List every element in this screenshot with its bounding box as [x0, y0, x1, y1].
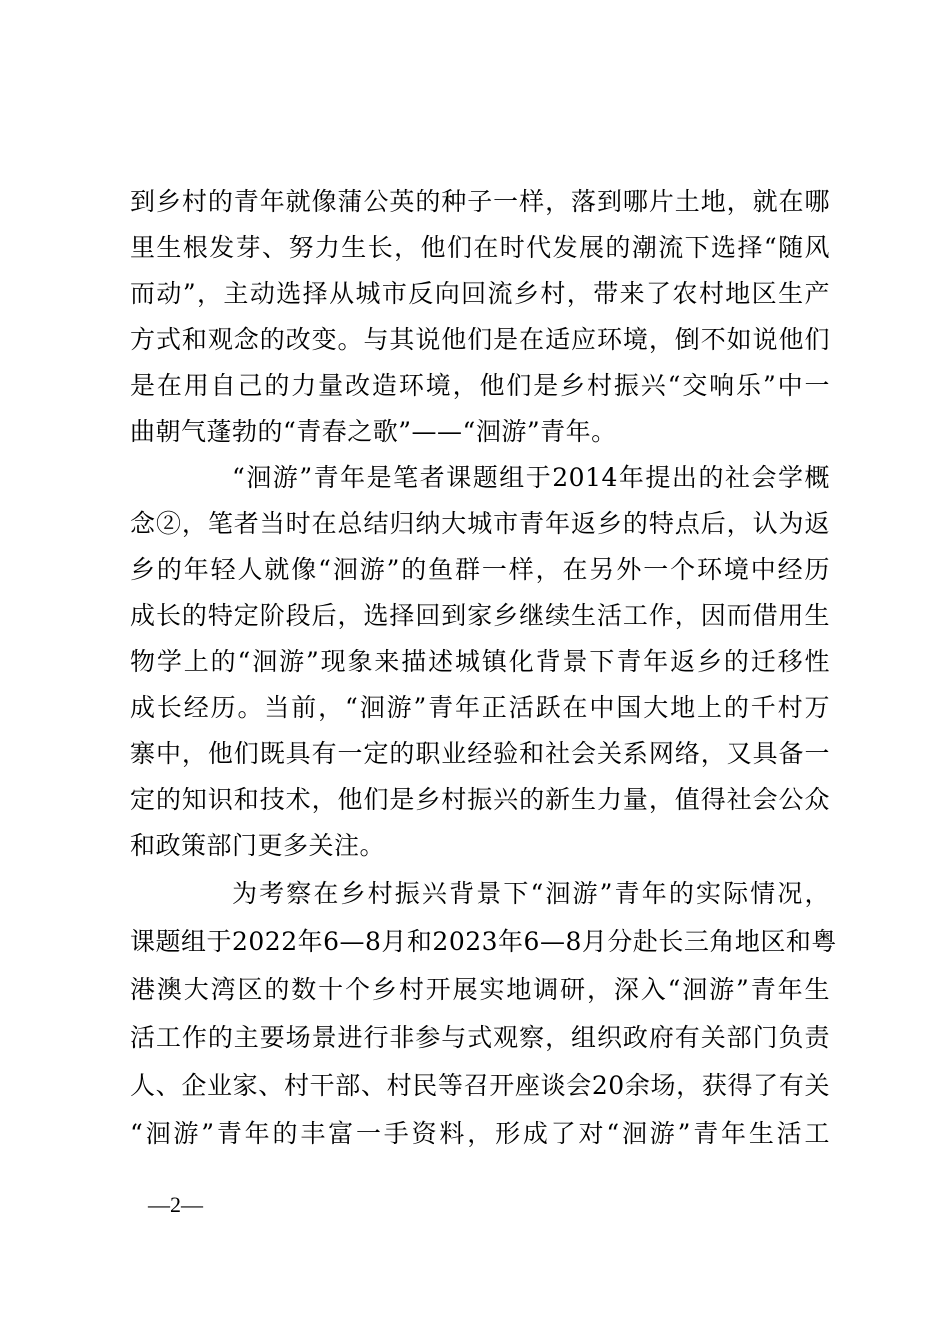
text-line: 念②，笔者当时在总结归纳大城市青年返乡的特点后，认为返: [130, 509, 830, 538]
text-line: 曲朝气蓬勃的“青春之歌”——“洄游”青年。: [130, 417, 617, 446]
page-number: —2—: [148, 1192, 203, 1217]
text-line: 人、企业家、村干部、村民等召开座谈会20余场，获得了有关: [130, 1071, 830, 1100]
text-line: 里生根发芽、努力生长，他们在时代发展的潮流下选择“随风: [130, 233, 830, 262]
text-line: 定的知识和技术，他们是乡村振兴的新生力量，值得社会公众: [130, 785, 830, 814]
text-line: 港澳大湾区的数十个乡村开展实地调研，深入“洄游”青年生: [130, 975, 830, 1004]
text-line: 成长的特定阶段后，选择回到家乡继续生活工作，因而借用生: [130, 601, 830, 630]
text-line: 物学上的“洄游”现象来描述城镇化背景下青年返乡的迁移性: [130, 647, 830, 676]
paragraph-first-line: “洄游”青年是笔者课题组于2014年提出的社会学概: [232, 463, 830, 492]
text-line: 成长经历。当前，“洄游”青年正活跃在中国大地上的千村万: [130, 693, 830, 722]
text-line: 到乡村的青年就像蒲公英的种子一样，落到哪片土地，就在哪: [130, 187, 830, 216]
text-line: 方式和观念的改变。与其说他们是在适应环境，倒不如说他们: [130, 325, 830, 354]
text-line: 寨中，他们既具有一定的职业经验和社会关系网络，又具备一: [130, 739, 830, 768]
paragraph-first-line: 为考察在乡村振兴背景下“洄游”青年的实际情况，: [232, 879, 830, 908]
text-line: “洄游”青年的丰富一手资料，形成了对“洄游”青年生活工: [130, 1119, 830, 1148]
text-line: 活工作的主要场景进行非参与式观察，组织政府有关部门负责: [130, 1023, 830, 1052]
text-line: 而动”，主动选择从城市反向回流乡村，带来了农村地区生产: [130, 279, 830, 308]
text-line: 是在用自己的力量改造环境，他们是乡村振兴“交响乐”中一: [130, 371, 830, 400]
text-line: 乡的年轻人就像“洄游”的鱼群一样，在另外一个环境中经历: [130, 555, 830, 584]
text-line: 和政策部门更多关注。: [130, 831, 386, 860]
text-line: 课题组于2022年6—8月和2023年6—8月分赴长三角地区和粤: [130, 927, 837, 956]
